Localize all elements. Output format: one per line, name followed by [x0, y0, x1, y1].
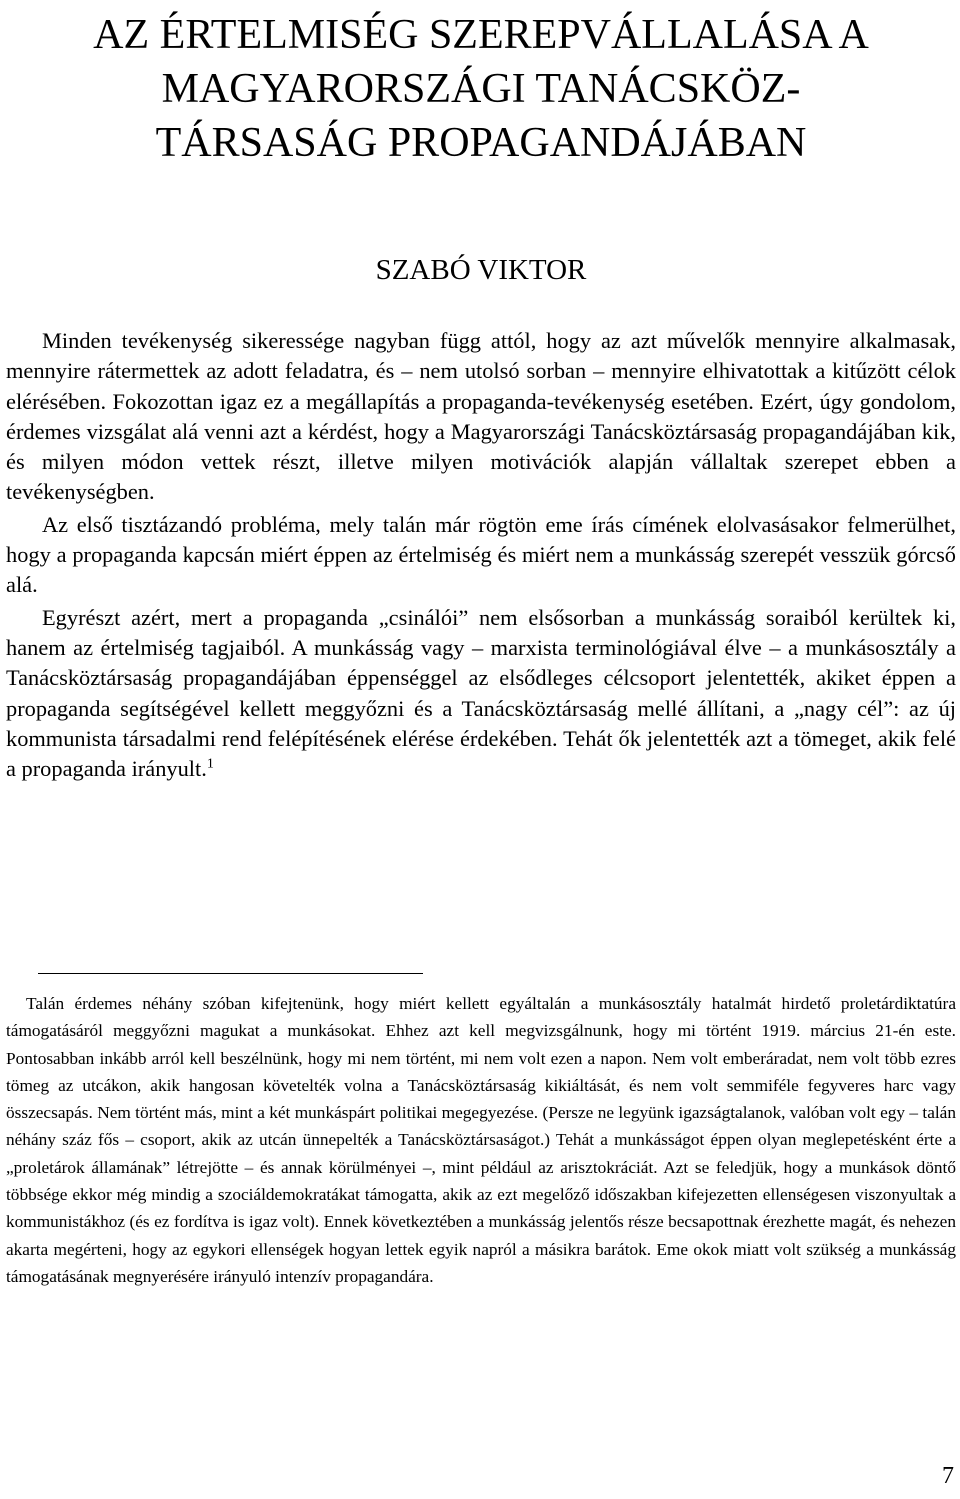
article-title-line: TÁRSASÁG PROPAGANDÁJÁBAN — [155, 120, 807, 166]
body-paragraph-text: Egyrészt azért, mert a propaganda „csinálói” nem elsősorban a munkásság soraiból kerültek ki, hanem az értelmiség tagjaiból. A munkásság vagy – marxista terminológiával élve – a munkásosztály a Tanácsköztársaság propagandájában éppenséggel az elsődleges célcsoport jelentették, akiket éppen a propaganda segítségével kellett meggyőzni és a Tanácsköztársaság mellé állítani, a „nagy cél”: az új kommunista társadalmi rend felépítésének elérése érdekében. Tehát ők jelentették azt a tömeget, akik felé a propaganda irányult. — [6, 604, 956, 782]
body-paragraph — [6, 603, 956, 785]
footnote — [6, 990, 956, 1290]
article-author: SZABÓ VIKTOR — [375, 254, 587, 286]
article-title — [6, 8, 956, 170]
article-body — [6, 326, 956, 784]
article-title-line: MAGYARORSZÁGI TANÁCSKÖZ- — [161, 66, 801, 112]
footnote-separator — [38, 973, 423, 974]
footnote-body — [6, 990, 956, 1290]
body-paragraph: Minden tevékenység sikeressége nagyban függ attól, hogy az azt művelők mennyire alkalmasak, mennyire rátermettek az adott feladatra, és – nem utolsó sorban – mennyire elhivatottak a kitűzött célok elérésében. Fokozottan igaz ez a megállapítás a propaganda-tevékenység esetében. Ezért, úgy gondolom, érdemes vizsgálat alá venni azt a kérdést, hogy a Magyarországi Tanácsköztársaság propagandájában kik, és milyen módon vettek részt, illetve milyen motivációk alapján vállaltak szerepet ebben a tevékenységben. — [6, 328, 956, 505]
page-number: 7 — [942, 1463, 954, 1489]
footnote-reference[interactable]: 1 — [206, 756, 214, 772]
footnote-text: Talán érdemes néhány szóban kifejtenünk, hogy miért kellett egyáltalán a munkásosztály hatalmát hirdető proletárdiktatúra támogatásáról meggyőzni magukat a munkásokat. Ehhez azt kell megvizsgálnunk, hogy mi történt 1919. március 21-én este. Pontosabban inkább arról kell beszélnünk, hogy mi nem történt, mi nem volt ezen a napon. Nem volt emberáradat, nem volt több ezres tömeg az utcákon, akik hangosan követelték volna a Tanácsköztársaság kikiáltását, és nem volt semmiféle fegyveres harc vagy összecsapás. Nem történt más, mint a két munkáspárt politikai megegyezése. (Persze ne legyünk igazságtalanok, valóban volt egy – talán néhány száz fős – csoport, akik az utcán ünnepelték a Tanácsköztársaságot.) Tehát a munkásságot éppen olyan meglepetésként érte a „proletárok államának” létrejötte – és annak körülményei –, mint például az arisztokráciát. Azt se feledjük, hogy a munkások döntő többsége ekkor még mindig a szociáldemokratákat támogatta, akik az ezt megelőző időszakban kifejezetten ellenségesen viszonyultak a kommunistákhoz (és ez fordítva is igaz volt). Ennek következtében a munkásság jelentős része becsapottnak érezhette magát, és nehezen akarta megérteni, hogy az egykori ellenségek hogyan lettek egyik napról a másikra barátok. Eme okok miatt volt szükség a munkásság támogatásának megnyerésére irányuló intenzív propagandára. — [6, 994, 956, 1286]
body-paragraph: Az első tisztázandó probléma, mely talán már rögtön eme írás címének elolvasásakor felmerülhet, hogy a propaganda kapcsán miért éppen az értelmiség és miért nem a munkásság szerepét vesszük górcső alá. — [6, 511, 956, 598]
article-title-line: AZ ÉRTELMISÉG SZEREPVÁLLALÁSA A — [93, 12, 869, 58]
